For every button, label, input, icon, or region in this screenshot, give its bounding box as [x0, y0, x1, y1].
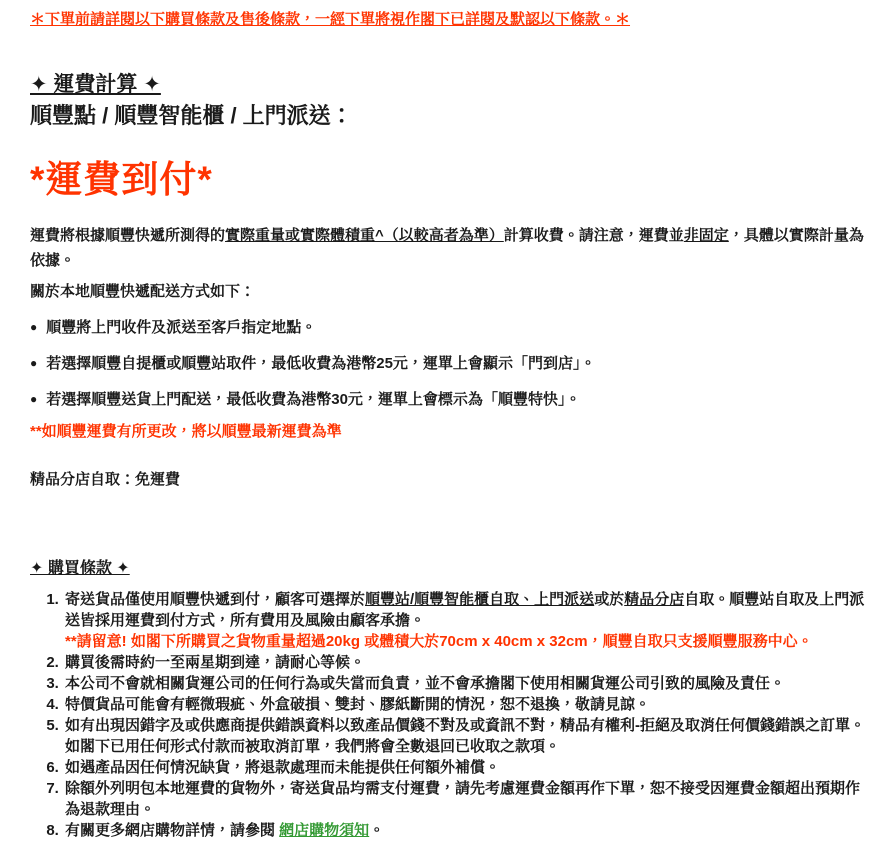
bullet-icon: ●: [30, 320, 38, 334]
delivery-intro: 關於本地順豐快遞配送方式如下：: [30, 283, 256, 300]
term-item-delivery-time: 2. 購買後需時約一至兩星期到達，請耐心等候。: [63, 652, 868, 673]
shipping-calc-heading: ✦ 運費計算 ✦: [30, 73, 161, 96]
bullet-text: 若選擇順豐自提櫃或順豐站取件，最低收費為港幣25元，運單上會顯示「門到店」。: [46, 355, 596, 372]
delivery-bullet-item: [30, 353, 868, 374]
term1-text: 寄送貨品僅使用順豐快遞到付，顧客可選擇於: [65, 591, 366, 608]
bullet-text: 若選擇順豐送貨上門配送，最低收費為港幣30元，運單上會標示為「順豐特快」。: [46, 391, 581, 408]
not-fixed-underline: 非固定: [683, 227, 729, 244]
term1-text: 自取。順豐站自取及上門派送皆採用運費到付方式，所有費用及風險由顧客承擔。: [65, 591, 865, 629]
freight-calc-text: 運費將根據順豐快遞所測得的: [30, 227, 226, 244]
term-item-courier-liability: 3. 本公司不會就相關貨運公司的任何行為或失當而負責，並不會承擔閣下使用相關貨運公司引致的風險及責任。: [63, 673, 868, 694]
freight-calc-text: ，具體以實際計量為依據。: [30, 227, 864, 269]
term-item-more-info: [63, 820, 868, 841]
freight-change-note: **如順豐運費有所更改，將以順豐最新運費為準: [30, 423, 342, 440]
freight-calc-text: 計算收費。請注意，運費並: [503, 227, 684, 244]
delivery-bullet-item: [30, 317, 868, 338]
term-item-discount-goods: 4. 特價貨品可能會有輕微瑕疵、外盒破損、雙封、膠紙斷開的情況，恕不退換，敬請見諒。: [63, 694, 868, 715]
actual-weight-underline: 實際重量或實際體積重^（以較高者為準）: [225, 227, 504, 244]
term-item-price-error: 5. 如有出現因錯字及或供應商提供錯誤資料以致產品價錢不對及或資訊不對，精品有權利-拒絕及取消任何價錢錯誤之訂單。如閣下已用任何形式付款而被取消訂單，我們將會全數退回已收取之款項。: [63, 715, 868, 757]
bullet-icon: ●: [30, 392, 38, 406]
freight-collect-title: *運費到付*: [30, 159, 213, 200]
term8-text: 有關更多網店購物詳情，請參閱: [65, 822, 280, 839]
terms-list: [30, 589, 868, 841]
overweight-notice: **請留意! 如閣下所購買之貨物重量超過20kg 或體積大於70cm x 40cm x 32cm，順豐自取只支援順豐服務中心。: [65, 633, 813, 650]
term-item-shipping-options: [63, 589, 868, 652]
sf-options-underline: 順豐站/順豐智能櫃自取、上門派送: [365, 591, 595, 608]
term8-text: 。: [369, 822, 385, 839]
purchase-terms-heading: ✦ 購買條款 ✦: [30, 560, 130, 577]
bullet-text: 順豐將上門收件及派送至客戶指定地點。: [46, 319, 317, 336]
delivery-bullet-item: [30, 389, 868, 410]
bullet-icon: ●: [30, 356, 38, 370]
term-item-out-of-stock: 6. 如遇產品因任何情況缺貨，將退款處理而未能提供任何額外補償。: [63, 757, 868, 778]
freight-calc-paragraph: [30, 223, 866, 273]
boutique-store-underline: 精品分店: [624, 591, 685, 608]
shop-guide-link[interactable]: 網店購物須知: [279, 822, 370, 839]
store-pickup-note: 精品分店自取：免運費: [30, 471, 181, 488]
delivery-methods-subheading: 順豐點 / 順豐智能櫃 / 上門派送：: [30, 103, 353, 128]
pre-order-notice: ＊下單前請詳閱以下購買條款及售後條款，一經下單將視作閣下已詳閱及默認以下條款。＊: [30, 11, 631, 28]
term1-text: 或於: [594, 591, 625, 608]
term-item-freight-refund: 7. 除額外列明包本地運費的貨物外，寄送貨品均需支付運費，請先考慮運費金額再作下單，恕不接受因運費金額超出預期作為退款理由。: [63, 778, 868, 820]
